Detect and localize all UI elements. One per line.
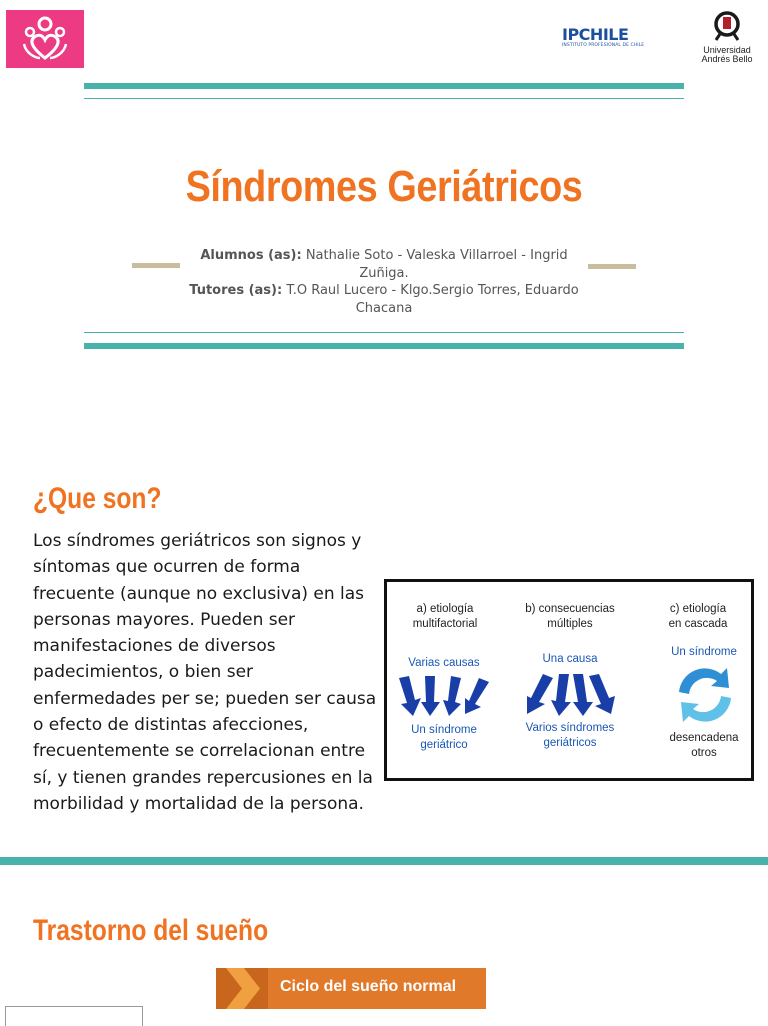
unab-logo-line1: Universidad	[703, 45, 751, 55]
ipchile-logo-text: IPCHILE	[562, 25, 629, 44]
diagram-b-bottom-line2: geriátricos	[543, 737, 597, 749]
diagram-b-title-line2: múltiples	[547, 618, 593, 630]
diagram-c-bottom-line1: desencadena	[669, 732, 739, 744]
students-names: Nathalie Soto - Valeska Villarroel - Ingrid Zuñiga.	[305, 248, 568, 281]
cycle-arrows-icon	[665, 662, 745, 728]
page-title: Síndromes Geriátricos	[185, 162, 583, 211]
diagram-c-title-line1: c) etiología	[669, 603, 727, 615]
top-divider-thick	[84, 83, 684, 89]
sleep-cycle-banner	[216, 968, 486, 1009]
diverging-arrows-icon	[519, 672, 619, 718]
unab-logo-line2: Andrés Bello	[701, 54, 753, 64]
diagram-b-title-line1: b) consecuencias	[525, 603, 615, 615]
diagram-a-bottom-line2: geriátrico	[420, 739, 468, 751]
diagram-b-bottom-line1: Varios síndromes	[525, 722, 615, 734]
left-accent-bar	[132, 263, 180, 268]
diagram-a-top: Varias causas	[408, 657, 480, 669]
slide-separator	[0, 857, 768, 865]
diagram-b-bottom	[507, 721, 633, 751]
credits-block	[184, 247, 584, 317]
diagram-a-bottom-line1: Un síndrome	[411, 724, 477, 736]
unab-logo	[696, 10, 758, 64]
people-heart-icon	[6, 10, 84, 68]
diagram-c-top: Un síndrome	[671, 646, 737, 658]
converging-arrows-icon	[393, 674, 493, 718]
que-son-paragraph: Los síndromes geriátricos son signos y síntomas que ocurren de forma frecuente (aunque no exclusiva) en las personas mayores. Pueden ser manifestaciones de diversos padecimientos, o bien ser enfermedades per se; pueden ser causa o efecto de distintas afecciones, frecuentemente se correlacionan entre sí, y tienen grandes repercusiones en la morbilidad y mortalidad de la persona.	[33, 531, 377, 814]
diagram-b-title	[511, 602, 629, 632]
diagram-b-top: Una causa	[542, 653, 598, 665]
right-accent-bar	[588, 264, 636, 269]
students-line	[184, 247, 584, 282]
partial-content-box	[5, 1006, 143, 1026]
section-heading-que-son: ¿Que son?	[33, 482, 162, 515]
ipchile-logo-tagline: INSTITUTO PROFESIONAL DE CHILE	[562, 43, 645, 48]
diagram-c-bottom-line2: otros	[691, 747, 717, 759]
diagram-c-title-line2: en cascada	[668, 618, 728, 630]
unab-emblem-icon	[712, 10, 742, 42]
diagram-c-bottom	[659, 731, 749, 761]
bottom-divider-thin	[84, 332, 684, 333]
geriatric-syndrome-diagram	[384, 579, 754, 781]
sleep-cycle-banner-label: Ciclo del sueño normal	[280, 978, 457, 995]
tutors-names: T.O Raul Lucero - Klgo.Sergio Torres, Eduardo Chacana	[286, 283, 579, 316]
students-label: Alumnos (as):	[200, 248, 302, 263]
section-heading-sleep: Trastorno del sueño	[33, 914, 269, 947]
tutors-line	[184, 282, 584, 317]
diagram-a-title-line1: a) etiología	[416, 603, 474, 615]
diagram-a-bottom	[397, 723, 491, 753]
tutors-label: Tutores (as):	[189, 283, 283, 298]
organization-logo	[6, 10, 84, 68]
ipchile-logo	[562, 27, 662, 51]
top-divider-thin	[84, 98, 684, 99]
bottom-divider-thick	[84, 343, 684, 349]
diagram-c-title	[655, 602, 741, 632]
chevron-right-icon	[216, 968, 268, 1009]
diagram-a-title	[395, 602, 495, 632]
diagram-a-title-line2: multifactorial	[412, 618, 478, 630]
